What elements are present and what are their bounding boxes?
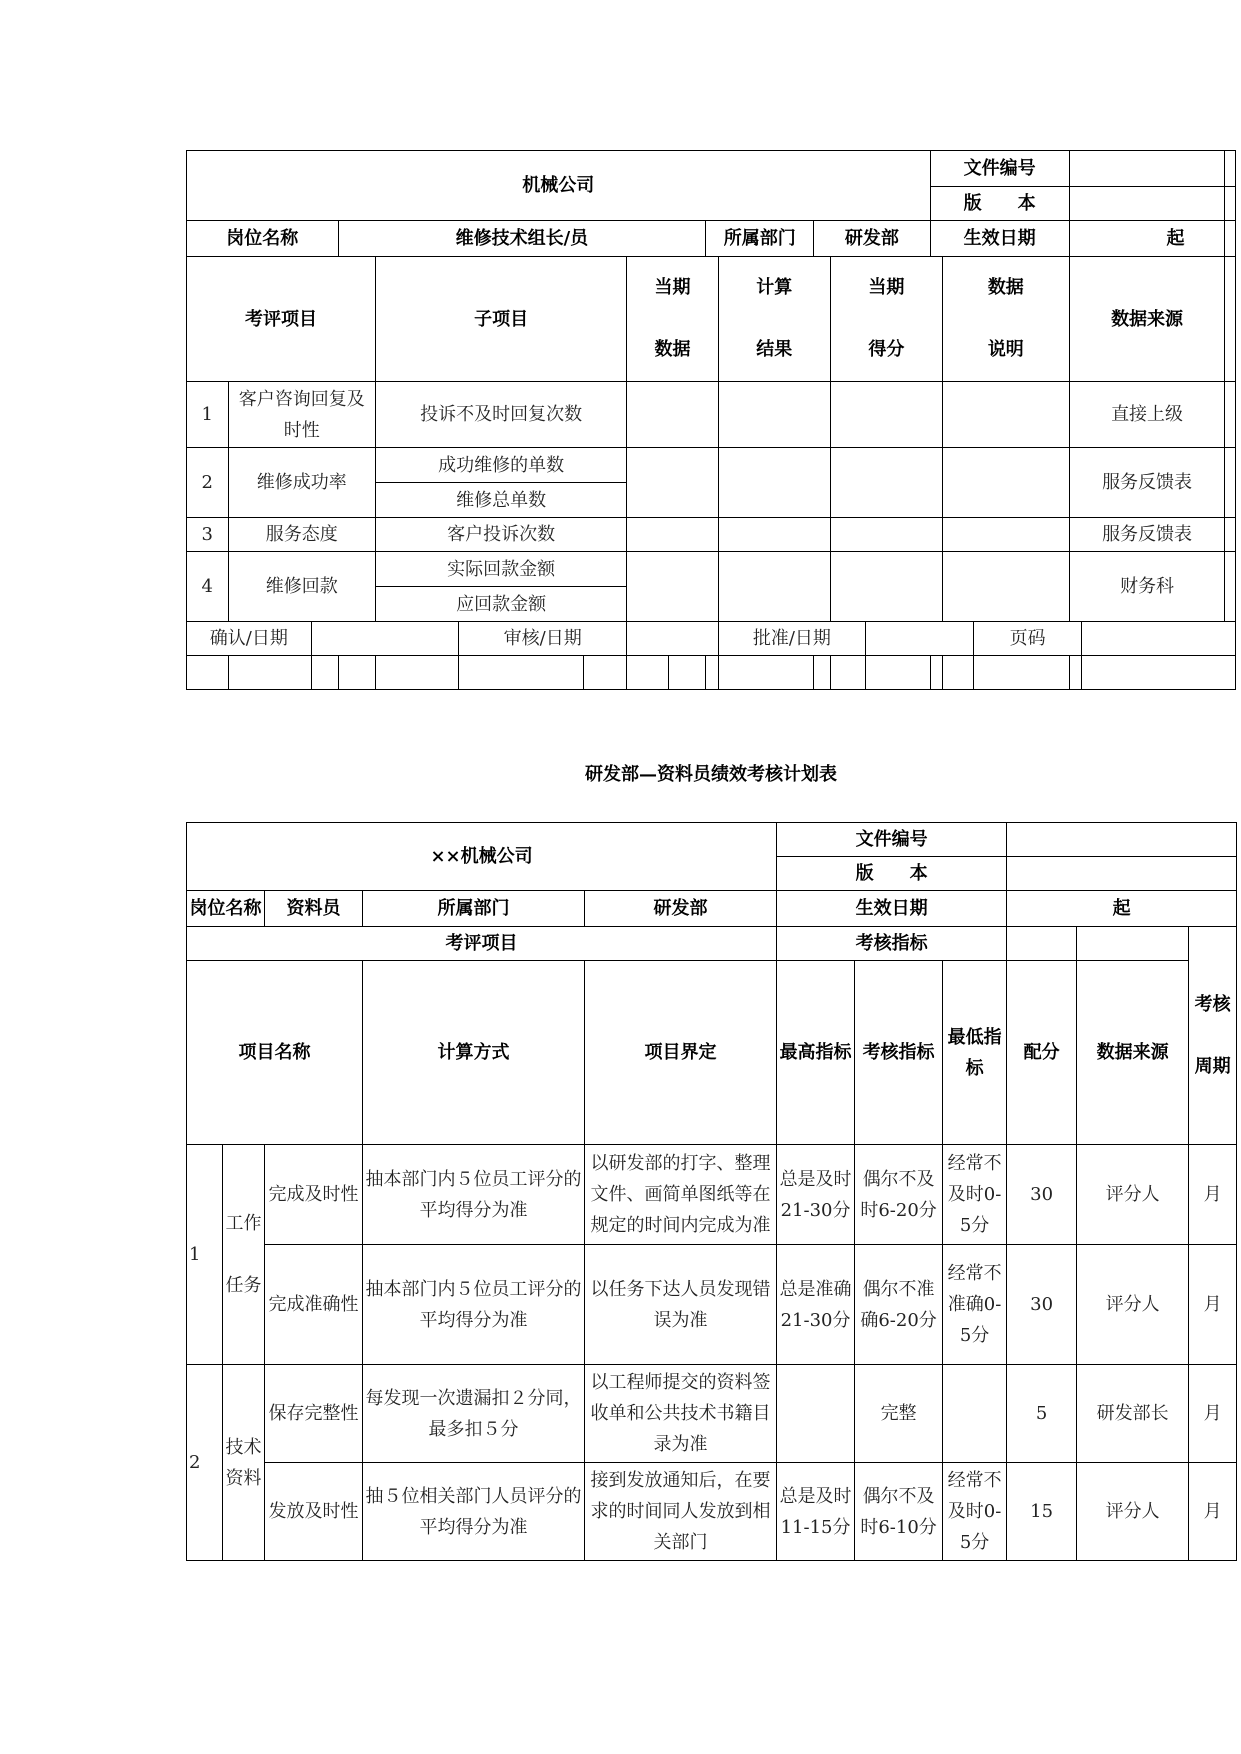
kpi-cycle: 月 xyxy=(1189,1145,1237,1245)
approve-date-label: 批准/日期 xyxy=(718,622,865,656)
dept-label: 所属部门 xyxy=(363,891,585,927)
header-item: 考评项目 xyxy=(187,257,376,382)
blank-cell xyxy=(583,656,627,690)
header-weight: 配分 xyxy=(1007,961,1077,1145)
edge-cell xyxy=(1225,552,1236,622)
header-min-index: 最低指标 xyxy=(943,961,1007,1145)
header-data-source: 数据来源 xyxy=(1069,257,1225,382)
kpi-definition: 以任务下达人员发现错误为准 xyxy=(585,1245,777,1365)
row-current-data[interactable] xyxy=(627,448,718,518)
row-calc-result[interactable] xyxy=(718,448,830,518)
kpi-min: 经常不准确0-5分 xyxy=(943,1245,1007,1365)
kpi-max: 总是准确21-30分 xyxy=(777,1245,855,1365)
edge-cell xyxy=(1225,257,1236,382)
kpi-max xyxy=(777,1365,855,1463)
post-name-label: 岗位名称 xyxy=(187,891,265,927)
blank-cell xyxy=(1069,656,1081,690)
header-data-note: 数据 说明 xyxy=(942,257,1069,382)
edge-cell xyxy=(1225,151,1236,187)
doc-number-label: 文件编号 xyxy=(777,823,1007,857)
page-value[interactable] xyxy=(1082,622,1236,656)
section-kpi-header: 考核指标 xyxy=(777,927,1007,961)
row-number: 4 xyxy=(187,552,229,622)
post-name-value: 资料员 xyxy=(265,891,363,927)
kpi-weight: 30 xyxy=(1007,1245,1077,1365)
row-item: 维修成功率 xyxy=(228,448,375,518)
kpi-min: 经常不及时0-5分 xyxy=(943,1463,1007,1561)
header-current-score: 当期 得分 xyxy=(830,257,942,382)
kpi-source: 评分人 xyxy=(1077,1145,1189,1245)
blank-cell xyxy=(338,656,375,690)
kpi-max: 总是及时21-30分 xyxy=(777,1145,855,1245)
row-current-score[interactable] xyxy=(830,382,942,448)
row-item: 客户咨询回复及时性 xyxy=(228,382,375,448)
header-sub-item: 子项目 xyxy=(375,257,626,382)
edge-cell xyxy=(1225,221,1236,257)
row-current-score[interactable] xyxy=(830,518,942,552)
row-current-data[interactable] xyxy=(627,552,718,622)
blank-cell xyxy=(866,656,930,690)
row-data-source: 服务反馈表 xyxy=(1069,518,1225,552)
effective-date-label: 生效日期 xyxy=(930,221,1069,257)
edge-cell xyxy=(1225,382,1236,448)
version-label: 版 本 xyxy=(777,857,1007,891)
archivist-kpi-table xyxy=(186,822,1237,1561)
kpi-source: 评分人 xyxy=(1077,1245,1189,1365)
dept-label: 所属部门 xyxy=(706,221,814,257)
kpi-definition: 接到发放通知后，在要求的时间同人发放到相关部门 xyxy=(585,1463,777,1561)
blank-cell xyxy=(830,656,865,690)
kpi-name: 完成准确性 xyxy=(265,1245,363,1365)
review-date-label: 审核/日期 xyxy=(459,622,627,656)
version-label: 版 本 xyxy=(930,187,1069,221)
section-item-header: 考评项目 xyxy=(187,927,777,961)
group-category: 工作任务 xyxy=(223,1145,265,1365)
version-value[interactable] xyxy=(1007,857,1237,891)
confirm-date-label: 确认/日期 xyxy=(187,622,312,656)
row-data-source: 财务科 xyxy=(1069,552,1225,622)
kpi-cycle: 月 xyxy=(1189,1245,1237,1365)
header-data-source: 数据来源 xyxy=(1077,961,1189,1145)
row-sub-item: 维修总单数 xyxy=(375,483,626,518)
version-value[interactable] xyxy=(1069,187,1225,221)
row-data-note[interactable] xyxy=(942,382,1069,448)
doc-number-value[interactable] xyxy=(1007,823,1237,857)
header-target-index: 考核指标 xyxy=(855,961,943,1145)
effective-date-value: 起 xyxy=(1007,891,1237,927)
dept-value: 研发部 xyxy=(814,221,930,257)
header-calc-method: 计算方式 xyxy=(363,961,585,1145)
doc-number-value[interactable] xyxy=(1069,151,1225,187)
company-title: ××机械公司 xyxy=(187,823,777,891)
blank-cell xyxy=(375,656,458,690)
review-date-value[interactable] xyxy=(627,622,718,656)
blank-cell xyxy=(1082,656,1236,690)
row-current-score[interactable] xyxy=(830,552,942,622)
blank-cell xyxy=(706,656,718,690)
row-sub-item: 客户投诉次数 xyxy=(375,518,626,552)
blank-cell xyxy=(228,656,311,690)
group-number: 1 xyxy=(187,1145,223,1365)
blank-cell xyxy=(930,656,942,690)
row-number: 3 xyxy=(187,518,229,552)
blank-cell xyxy=(718,656,814,690)
row-sub-item: 投诉不及时回复次数 xyxy=(375,382,626,448)
row-calc-result[interactable] xyxy=(718,518,830,552)
kpi-weight: 30 xyxy=(1007,1145,1077,1245)
kpi-method: 抽本部门内５位员工评分的平均得分为准 xyxy=(363,1245,585,1365)
row-sub-item: 实际回款金额 xyxy=(375,552,626,587)
kpi-method: 每发现一次遗漏扣２分同，最多扣５分 xyxy=(363,1365,585,1463)
header-calc-result: 计算 结果 xyxy=(718,257,830,382)
doc-number-label: 文件编号 xyxy=(930,151,1069,187)
post-name-label: 岗位名称 xyxy=(187,221,339,257)
kpi-weight: 5 xyxy=(1007,1365,1077,1463)
post-name-value: 维修技术组长/员 xyxy=(338,221,706,257)
row-sub-item: 应回款金额 xyxy=(375,587,626,622)
blank-cell xyxy=(311,656,338,690)
blank-cell xyxy=(814,656,831,690)
row-data-source: 服务反馈表 xyxy=(1069,448,1225,518)
blank-cell xyxy=(974,656,1070,690)
kpi-definition: 以工程师提交的资料签收单和公共技术书籍目录为准 xyxy=(585,1365,777,1463)
kpi-source: 研发部长 xyxy=(1077,1365,1189,1463)
row-data-note[interactable] xyxy=(942,552,1069,622)
row-sub-item: 成功维修的单数 xyxy=(375,448,626,483)
kpi-cycle: 月 xyxy=(1189,1463,1237,1561)
kpi-target: 偶尔不及时6-10分 xyxy=(855,1463,943,1561)
header-current-data: 当期 数据 xyxy=(627,257,718,382)
kpi-min xyxy=(943,1365,1007,1463)
section-heading: 研发部—资料员绩效考核计划表 xyxy=(585,764,837,785)
blank-cell xyxy=(1007,927,1077,961)
row-calc-result[interactable] xyxy=(718,552,830,622)
company-title: 机械公司 xyxy=(187,151,931,221)
blank-cell xyxy=(187,656,229,690)
blank-cell xyxy=(1077,927,1189,961)
row-data-source: 直接上级 xyxy=(1069,382,1225,448)
header-project-name: 项目名称 xyxy=(187,961,363,1145)
header-cycle: 考核周期 xyxy=(1189,927,1237,1145)
header-definition: 项目界定 xyxy=(585,961,777,1145)
row-item: 服务态度 xyxy=(228,518,375,552)
kpi-name: 完成及时性 xyxy=(265,1145,363,1245)
kpi-target: 完整 xyxy=(855,1365,943,1463)
row-data-note[interactable] xyxy=(942,448,1069,518)
kpi-max: 总是及时11-15分 xyxy=(777,1463,855,1561)
confirm-date-value[interactable] xyxy=(311,622,458,656)
group-category: 技术资料 xyxy=(223,1365,265,1561)
row-current-data[interactable] xyxy=(627,382,718,448)
kpi-weight: 15 xyxy=(1007,1463,1077,1561)
kpi-name: 发放及时性 xyxy=(265,1463,363,1561)
row-number: 2 xyxy=(187,448,229,518)
header-max-index: 最高指标 xyxy=(777,961,855,1145)
effective-date-value: 起 xyxy=(1069,221,1225,257)
blank-cell xyxy=(459,656,584,690)
edge-cell xyxy=(1225,518,1236,552)
blank-cell xyxy=(942,656,973,690)
row-current-score[interactable] xyxy=(830,448,942,518)
row-item: 维修回款 xyxy=(228,552,375,622)
kpi-method: 抽本部门内５位员工评分的平均得分为准 xyxy=(363,1145,585,1245)
dept-value: 研发部 xyxy=(585,891,777,927)
kpi-definition: 以研发部的打字、整理文件、画简单图纸等在规定的时间内完成为准 xyxy=(585,1145,777,1245)
kpi-target: 偶尔不及时6-20分 xyxy=(855,1145,943,1245)
edge-cell xyxy=(1225,448,1236,518)
kpi-name: 保存完整性 xyxy=(265,1365,363,1463)
blank-cell xyxy=(627,656,669,690)
kpi-min: 经常不及时0-5分 xyxy=(943,1145,1007,1245)
row-number: 1 xyxy=(187,382,229,448)
effective-date-label: 生效日期 xyxy=(777,891,1007,927)
kpi-cycle: 月 xyxy=(1189,1365,1237,1463)
group-number: 2 xyxy=(187,1365,223,1561)
maintenance-kpi-table xyxy=(186,150,1236,690)
row-current-data[interactable] xyxy=(627,518,718,552)
kpi-source: 评分人 xyxy=(1077,1463,1189,1561)
kpi-method: 抽５位相关部门人员评分的平均得分为准 xyxy=(363,1463,585,1561)
page-label: 页码 xyxy=(974,622,1082,656)
edge-cell xyxy=(1225,187,1236,221)
row-calc-result[interactable] xyxy=(718,382,830,448)
kpi-target: 偶尔不准确6-20分 xyxy=(855,1245,943,1365)
approve-date-value[interactable] xyxy=(866,622,974,656)
blank-cell xyxy=(668,656,705,690)
row-data-note[interactable] xyxy=(942,518,1069,552)
